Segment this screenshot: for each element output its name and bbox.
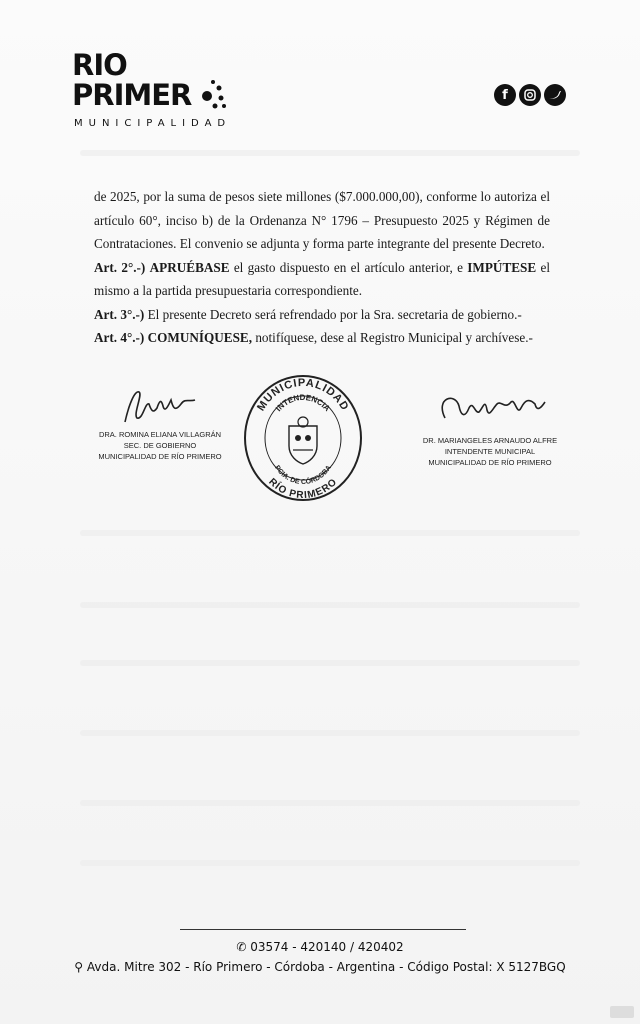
twitter-icon bbox=[544, 84, 566, 106]
article-2 bbox=[94, 256, 550, 303]
handwritten-signature-right bbox=[425, 388, 555, 432]
bleed-through-line bbox=[80, 660, 580, 666]
article-4-keyword: COMUNÍQUESE, bbox=[147, 330, 253, 345]
article-2-text: el gasto dispuesto en el artículo anterior, e bbox=[229, 259, 468, 275]
svg-text:PCIA. DE CÓRDOBA bbox=[273, 464, 333, 486]
logo-subtitle: MUNICIPALIDAD bbox=[74, 118, 232, 129]
scanner-watermark-badge bbox=[610, 1006, 634, 1018]
footer-address bbox=[0, 960, 640, 974]
signature-block-right bbox=[420, 388, 560, 468]
signer-right-name: DR. MARIANGELES ARNAUDO ALFRE bbox=[422, 436, 558, 445]
article-2-keyword: APRUÉBASE bbox=[149, 259, 230, 275]
footer-divider bbox=[180, 929, 466, 930]
phone-icon: ✆ bbox=[236, 940, 247, 954]
article-2-text-2: el mismo a la partida presupuestaria correspondiente. bbox=[94, 259, 551, 298]
article-3-text: El presente Decreto será refrendado por la Sra. secretaria de gobierno.- bbox=[144, 306, 522, 322]
logo-line-1: RIO bbox=[72, 48, 127, 82]
footer-phone bbox=[0, 940, 640, 954]
bleed-through-line bbox=[80, 602, 580, 608]
article-3-label: Art. 3°.-) bbox=[94, 306, 145, 322]
logo-line-2: PRIMER bbox=[72, 78, 192, 112]
instagram-icon bbox=[519, 84, 541, 106]
article-2-label: Art. 2°.-) bbox=[94, 259, 146, 275]
bleed-through-line bbox=[80, 150, 580, 156]
decree-body bbox=[94, 185, 550, 350]
signer-left-title: SEC. DE GOBIERNO bbox=[123, 441, 197, 450]
facebook-icon: f bbox=[494, 84, 516, 106]
paragraph-1: de 2025, por la suma de pesos siete millones ($7.000.000,00), conforme lo autoriza el artículo 60°, inciso b) de la Ordenanza N° 1796 – Presupuesto 2025 y Régimen de Contrataciones. El convenio se adjunta y forma parte integrante del presente Decreto. bbox=[94, 189, 550, 251]
municipal-seal bbox=[243, 372, 363, 502]
article-3 bbox=[94, 303, 550, 327]
signer-right-title: INTENDENTE MUNICIPAL bbox=[444, 447, 536, 456]
logo-sun-icon bbox=[193, 78, 227, 112]
article-4-text: notifíquese, dese al Registro Municipal y archívese.- bbox=[252, 330, 533, 345]
article-4 bbox=[94, 326, 550, 350]
coat-of-arms-icon bbox=[289, 417, 317, 464]
signer-left-entity: MUNICIPALIDAD DE RÍO PRIMERO bbox=[98, 452, 222, 461]
signer-right-entity: MUNICIPALIDAD DE RÍO PRIMERO bbox=[428, 458, 552, 467]
bleed-through-line bbox=[80, 860, 580, 866]
signature-block-left bbox=[90, 384, 230, 462]
signer-left-name: DRA. ROMINA ELIANA VILLAGRÁN bbox=[98, 430, 222, 439]
phone-number: 03574 - 420140 / 420402 bbox=[250, 940, 404, 954]
svg-text:INTENDENCIA bbox=[274, 393, 332, 413]
seal-bottom-text: RÍO PRIMERO bbox=[266, 476, 340, 502]
article-2-keyword-2: IMPÚTESE bbox=[467, 259, 537, 275]
seal-top-text: MUNICIPALIDAD bbox=[255, 376, 352, 414]
social-icons bbox=[494, 84, 566, 106]
bleed-through-line bbox=[80, 730, 580, 736]
address-text: Avda. Mitre 302 - Río Primero - Córdoba - Argentina - Código Postal: X 5127BGQ bbox=[86, 960, 566, 974]
bleed-through-line bbox=[80, 800, 580, 806]
article-4-label: Art. 4°.-) bbox=[94, 330, 145, 345]
handwritten-signature-left bbox=[115, 384, 205, 426]
municipality-logo bbox=[72, 48, 262, 132]
bleed-through-line bbox=[80, 530, 580, 536]
seal-lower-text: PCIA. DE CÓRDOBA bbox=[273, 464, 333, 487]
location-pin-icon: ⚲ bbox=[74, 960, 84, 974]
seal-middle-text: INTENDENCIA bbox=[273, 392, 332, 414]
